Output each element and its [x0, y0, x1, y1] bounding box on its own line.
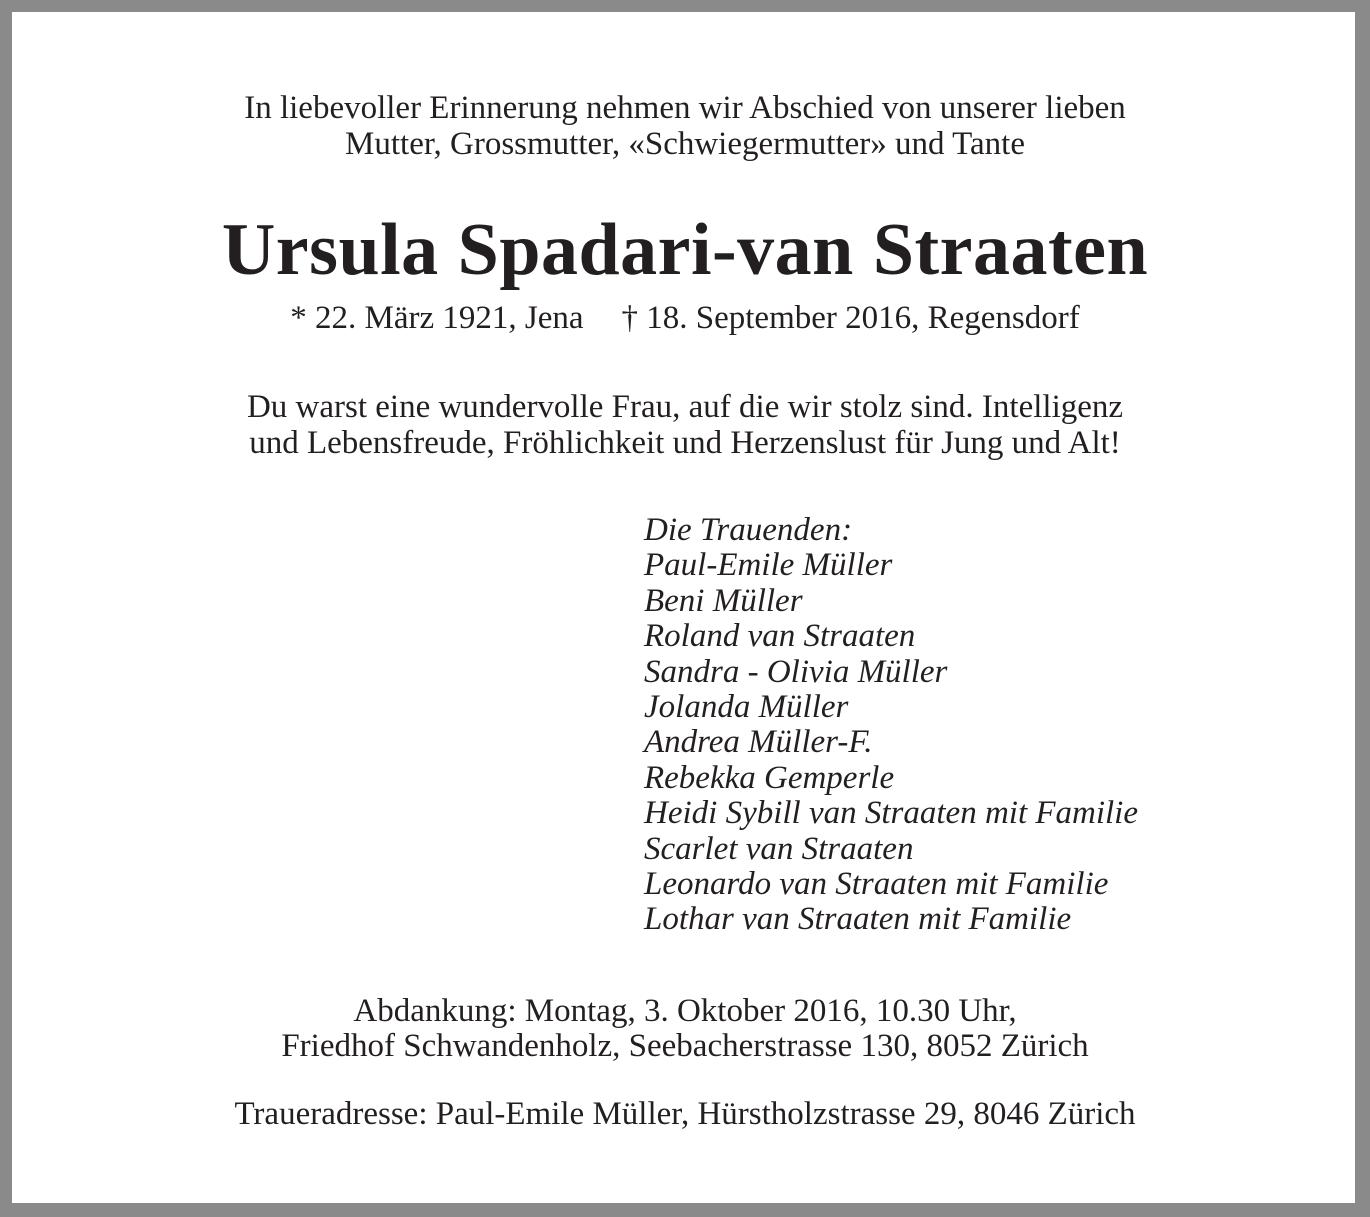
mourner-name: Sandra - Olivia Müller	[644, 653, 948, 690]
deceased-name: Ursula Spadari-van Straaten	[221, 209, 1149, 291]
tribute-line-1: Du warst eine wundervolle Frau, auf die wir stolz sind. Intelligenz	[246, 389, 1124, 425]
service-line-2: Friedhof Schwandenholz, Seebacherstrasse 130, 8052 Zürich	[281, 1028, 1089, 1064]
funeral-service-info	[0, 994, 1370, 1064]
tribute-line-2: und Lebensfreude, Fröhlichkeit und Herzenslust für Jung und Alt!	[249, 425, 1121, 461]
mourner-name: Paul-Emile Müller	[644, 547, 893, 584]
death-date: † 18. September 2016, Regensdorf	[621, 300, 1080, 336]
birth-date: * 22. März 1921, Jena	[290, 300, 584, 336]
mourner-name: Scarlet van Straaten	[644, 830, 914, 867]
tribute-text	[0, 389, 1370, 461]
mourner-name: Beni Müller	[644, 582, 803, 619]
mourner-name: Lothar van Straaten mit Familie	[644, 901, 1072, 938]
mourner-name: Jolanda Müller	[644, 689, 849, 726]
service-line-1: Abdankung: Montag, 3. Oktober 2016, 10.30 Uhr,	[353, 993, 1017, 1029]
mourners-heading: Die Trauenden:	[644, 512, 853, 548]
mourners-list	[644, 513, 1138, 938]
mourner-name: Roland van Straaten	[644, 618, 916, 655]
mourner-name: Andrea Müller-F.	[644, 724, 873, 761]
life-dates	[0, 298, 1370, 338]
mourning-address: Traueradresse: Paul-Emile Müller, Hürstholzstrasse 29, 8046 Zürich	[234, 1096, 1136, 1132]
intro-line-1: In liebevoller Erinnerung nehmen wir Abschied von unserer lieben	[244, 90, 1126, 126]
intro-line-2: Mutter, Grossmutter, «Schwiegermutter» und Tante	[345, 126, 1025, 162]
mourner-name: Rebekka Gemperle	[644, 759, 895, 796]
mourner-name: Heidi Sybill van Straaten mit Familie	[644, 795, 1139, 832]
mourner-name: Leonardo van Straaten mit Familie	[644, 866, 1109, 903]
intro-text	[0, 90, 1370, 162]
